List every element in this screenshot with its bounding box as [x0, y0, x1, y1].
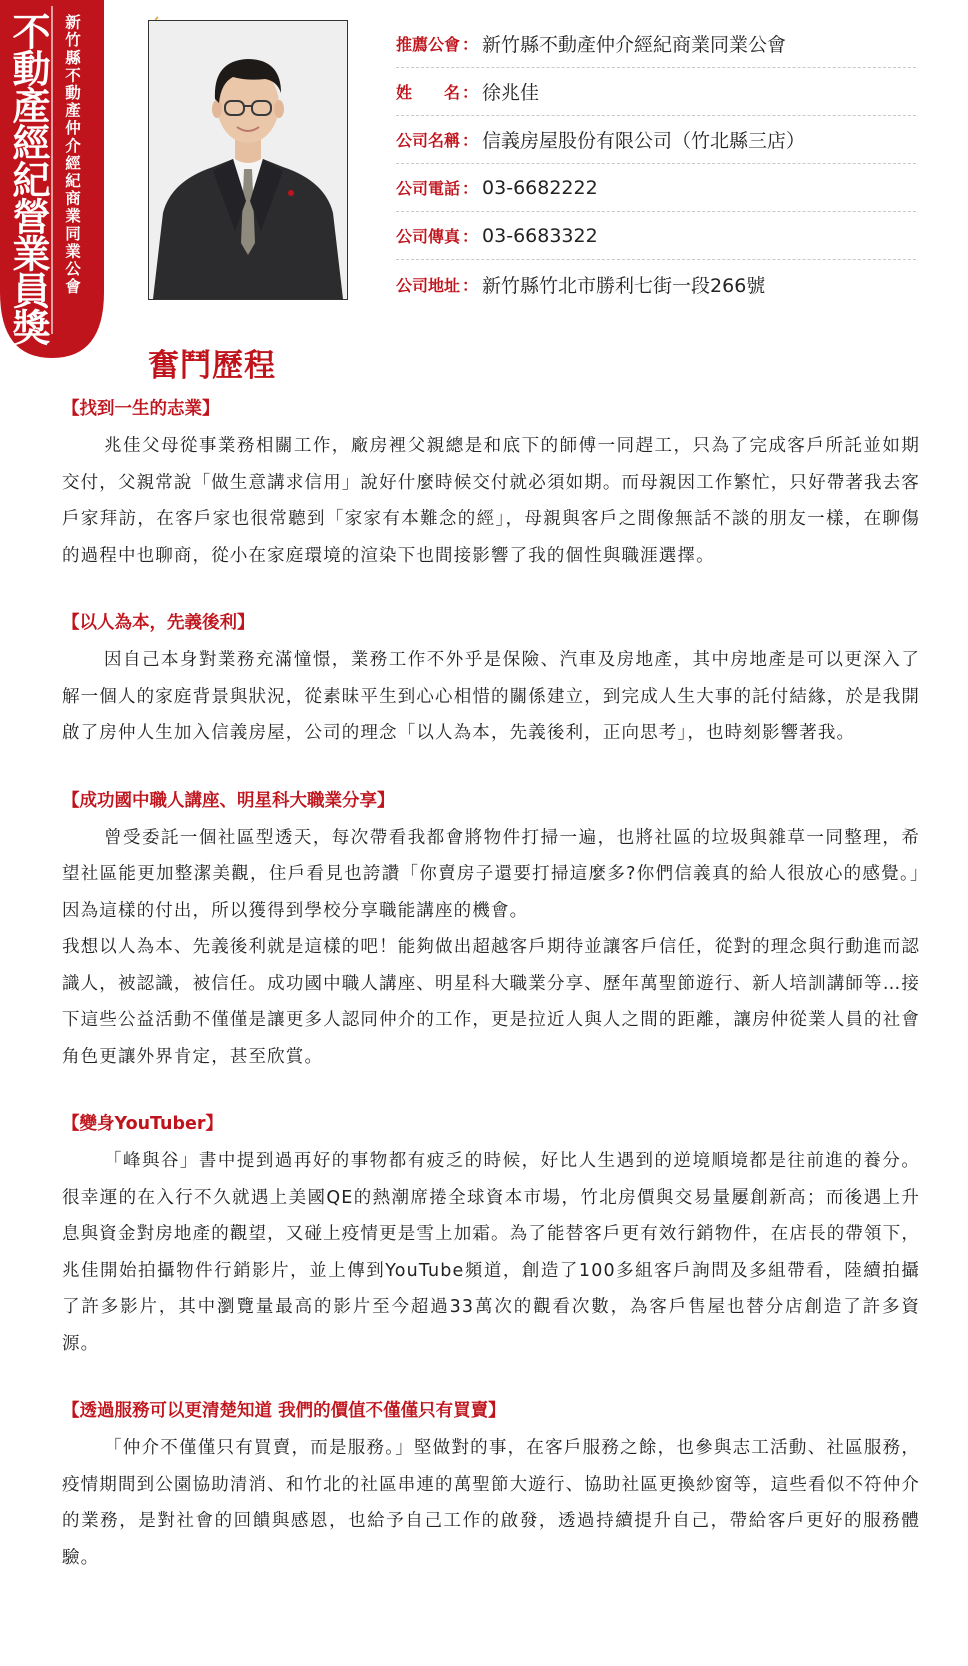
section-career	[62, 394, 920, 574]
info-row-company	[396, 116, 916, 164]
section-people-first	[62, 608, 920, 752]
section-paragraph: 我想以人為本、先義後利就是這樣的吧！能夠做出超越客戶期待並讓客戶信任，從對的理念與行動進而認識人，被認識，被信任。成功國中職人講座、明星科大職業分享、歷年萬聖節遊行、新人培訓講師等…接下這些公益活動不僅僅是讓更多人認同仲介的工作，更是拉近人與人之間的距離，讓房仲從業人員的社會角色更讓外界肯定，甚至欣賞。	[62, 937, 920, 1067]
info-value-name: 徐兆佳	[482, 82, 540, 104]
info-value-company: 信義房屋股份有限公司（竹北縣三店）	[482, 130, 806, 152]
person-portrait-icon	[149, 21, 347, 299]
info-value-association: 新竹縣不動產仲介經紀商業同業公會	[482, 34, 787, 56]
info-value-fax: 03-6683322	[482, 224, 598, 247]
info-row-name	[396, 68, 916, 116]
section-paragraph: 兆佳父母從事業務相關工作，廠房裡父親總是和底下的師傅一同趕工，只為了完成客戶所託並如期交付，父親常說「做生意講求信用」說好什麼時候交付就必須如期。而母親因工作繁忙，只好帶著我去客戶家拜訪，在客戶家也很常聽到「家家有本難念的經」，母親與客戶之間像無話不談的朋友一樣，在聊傷的過程中也聊商，從小在家庭環境的渲染下也間接影響了我的個性與職涯選擇。	[62, 436, 920, 566]
info-colon: ：	[462, 35, 479, 54]
section-title: 【變身YouTuber】	[62, 1114, 224, 1134]
info-label: 公司傳真	[396, 227, 461, 246]
info-row-address	[396, 260, 916, 308]
section-service	[62, 1396, 920, 1576]
section-youtuber	[62, 1109, 920, 1362]
info-row-association	[396, 20, 916, 68]
section-title: 【找到一生的志業】	[62, 399, 220, 419]
award-title: 不動產經紀營業員獎	[6, 12, 50, 345]
info-colon: ：	[462, 275, 479, 295]
section-paragraph: 曾受委託一個社區型透天，每次帶看我都會將物件打掃一遍，也將社區的垃圾與雜草一同整理，希望社區能更加整潔美觀，住戶看見也誇讚「你賣房子還要打掃這麼多?你們信義真的給人很放心的感覺。」因為這樣的付出，所以獲得到學校分享職能講座的機會。	[62, 827, 920, 921]
page-title: 奮鬥歷程	[148, 348, 276, 384]
info-label: 姓 名	[396, 83, 461, 102]
section-paragraph: 「仲介不僅僅只有買賣，而是服務。」堅做對的事，在客戶服務之餘，也參與志工活動、社區服務，疫情期間到公園協助清消、和竹北的社區串連的萬聖節大遊行、協助社區更換紗窗等，這些看似不符仲介的業務，是對社會的回饋與感恩，也給予自己工作的啟發，透過持續提升自己，帶給客戶更好的服務體驗。	[62, 1438, 920, 1568]
info-label: 公司電話	[396, 179, 461, 198]
info-label: 公司名稱	[396, 131, 461, 150]
section-title: 【成功國中職人講座、明星科大職業分享】	[62, 790, 395, 811]
info-label: 公司地址	[396, 275, 461, 295]
section-title: 【透過服務可以更清楚知道 我們的價值不僅僅只有買賣】	[62, 1401, 506, 1421]
award-banner	[0, 0, 104, 358]
info-colon: ：	[462, 83, 479, 102]
section-lectures	[62, 786, 920, 1076]
info-row-phone	[396, 164, 916, 212]
portrait-photo	[148, 20, 348, 300]
award-association: 新竹縣不動產仲介經紀商業同業公會	[63, 14, 81, 296]
profile-info	[396, 20, 916, 308]
section-paragraph: 「峰與谷」書中提到過再好的事物都有疲乏的時候，好比人生遇到的逆境順境都是往前進的養分。很幸運的在入行不久就遇上美國QE的熱潮席捲全球資本市場，竹北房價與交易量屢創新高；而後遇上升息與資金對房地產的觀望，又碰上疫情更是雪上加霜。為了能替客戶更有效行銷物件，在店長的帶領下，兆佳開始拍攝物件行銷影片，並上傳到YouTube頻道，創造了100多組客戶詢問及多組帶看，陸續拍攝了許多影片，其中瀏覽量最高的影片至今超過33萬次的觀看次數，為客戶售屋也替分店創造了許多資源。	[62, 1151, 920, 1354]
section-paragraph: 因自己本身對業務充滿憧憬，業務工作不外乎是保險、汽車及房地產，其中房地產是可以更深入了解一個人的家庭背景與狀況，從素昧平生到心心相惜的關係建立，到完成人生大事的託付結緣，於是我開啟了房仲人生加入信義房屋，公司的理念「以人為本，先義後利，正向思考」，也時刻影響著我。	[62, 650, 920, 743]
info-row-fax	[396, 212, 916, 260]
info-colon: ：	[462, 131, 479, 150]
section-title: 【以人為本，先義後利】	[62, 613, 255, 633]
story-content	[62, 394, 920, 1610]
info-colon: ：	[462, 227, 479, 246]
info-colon: ：	[462, 179, 479, 198]
info-value-phone: 03-6682222	[482, 176, 598, 199]
info-value-address: 新竹縣竹北市勝利七街一段266號	[482, 274, 766, 297]
info-label: 推薦公會	[396, 35, 461, 54]
